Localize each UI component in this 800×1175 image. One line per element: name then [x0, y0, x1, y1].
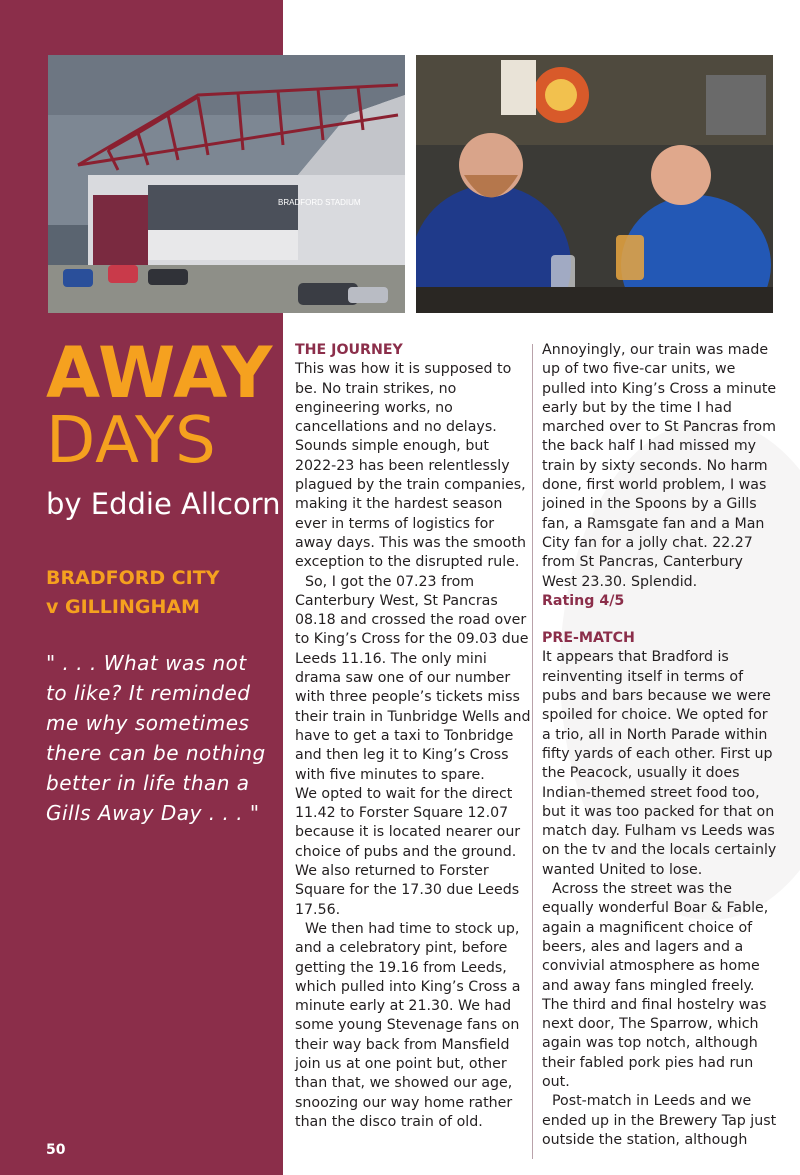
fixture-away-team: v GILLINGHAM — [46, 596, 200, 618]
headline-away: AWAY — [46, 332, 274, 414]
section-heading-journey: THE JOURNEY — [295, 342, 403, 358]
page-number: 50 — [46, 1142, 66, 1158]
stadium-sign: BRADFORD STADIUM — [278, 198, 361, 207]
fans-in-pub-illustration — [416, 55, 773, 313]
article-column-1 — [295, 341, 531, 1132]
article-column-2 — [542, 341, 778, 1150]
prematch-paragraph-1: It appears that Bradford is reinventing itself in terms of pubs and bars because we were spoiled for choice. We opted for a trio, all in North Parade within fifty yards of each other. First up the Peacock, usually it does Indian-themed street food too, but it was too packed for that on match day. Fulham vs Leeds was on the tv and the locals certainly wanted United to lose. — [542, 649, 777, 878]
journey-paragraph-5: Annoyingly, our train was made up of two five-car units, we pulled into King’s Cross a minute early but by the time I had marched over to St Pancras from the back half I had missed my train by sixty seconds. No harm done, first world problem, I was joined in the Spoons by a Gills fan, a Ramsgate fan and a Man City fan for a jolly chat. 22.27 from St Pancras, Canterbury West 23.30. Splendid. — [542, 342, 777, 590]
fixture-home-team: BRADFORD CITY — [46, 567, 220, 589]
journey-paragraph-3: We opted to wait for the direct 11.42 to Forster Square 12.07 because it is located nearer our choice of pubs and the ground. We also returned to Forster Square for the 17.30 due Leeds 17.56. — [295, 785, 521, 918]
stadium-illustration — [48, 55, 405, 313]
journey-paragraph-1: This was how it is supposed to be. No train strikes, no engineering works, no cancellations and no delays. Sounds simple enough, but 2022-23 has been relentlessly plagued by the train companies, making it the hardest season ever in terms of logistics for away days. This was the smooth exception to the disrupted rule. — [295, 361, 527, 571]
fixture-title — [46, 564, 219, 622]
section-heading-prematch: PRE-MATCH — [542, 630, 635, 647]
prematch-paragraph-2: Across the street was the equally wonderful Boar & Fable, again a magnificent choice of beers, ales and lagers and a convivial atmosphere as home and away fans mingled freely. The third and final hostelry was next door, The Sparrow, which again was top notch, although their fabled pork pies had run out. — [542, 881, 769, 1090]
journey-rating: Rating 4/5 — [542, 592, 625, 609]
headline-days: DAYS — [46, 404, 217, 478]
pub-photo — [416, 55, 773, 313]
prematch-paragraph-3: Post-match in Leeds and we ended up in the Brewery Tap just outside the station, although — [542, 1093, 777, 1148]
stadium-photo — [48, 55, 405, 313]
journey-paragraph-4: We then had time to stock up, and a celebratory pint, before getting the 19.16 from Leeds, which pulled into King’s Cross a minute early at 21.30. We had some young Stevenage fans on their way back from Mansfield join us at one point but, other than that, we showed our age, snoozing our way home rather than the disco train of old. — [295, 920, 521, 1130]
pull-quote: " . . . What was not to like? It reminded me why sometimes there can be nothing better in life than a Gills Away Day . . . " — [46, 651, 266, 825]
author-byline: by Eddie Allcorn — [46, 487, 281, 521]
journey-paragraph-2: So, I got the 07.23 from Canterbury West, St Pancras 08.18 and crossed the road over to King’s Cross for the 09.03 due Leeds 11.16. The only mini drama saw one of our number with three people’s tickets miss their train in Tunbridge Wells and have to get a taxi to Tonbridge and then leg it to King’s Cross with five minutes to spare. — [295, 573, 531, 783]
column-divider — [532, 344, 533, 1159]
